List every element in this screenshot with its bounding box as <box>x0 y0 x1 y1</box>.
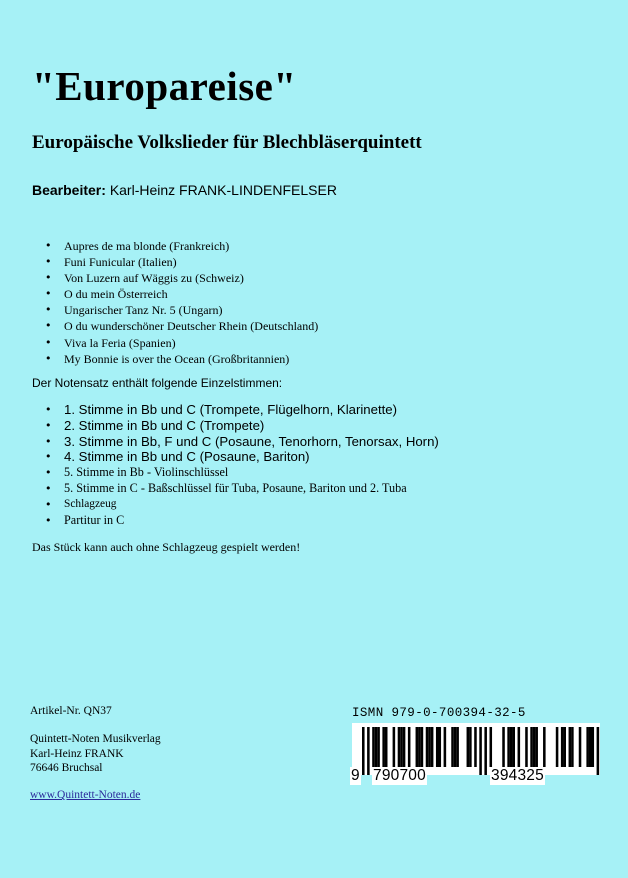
barcode-bar <box>586 727 589 767</box>
barcode-bar <box>533 727 536 767</box>
barcode-bar <box>416 727 419 767</box>
barcode-bar <box>556 727 559 767</box>
barcode-bar <box>561 727 564 767</box>
barcode-bar <box>512 727 515 767</box>
publisher-line: Quintett-Noten Musikverlag <box>30 733 161 745</box>
barcode-digits-left: 790700 <box>373 767 426 784</box>
barcode-bar <box>400 727 403 767</box>
list-item: • Partitur in C <box>32 513 439 529</box>
website-link[interactable]: www.Quintett-Noten.de <box>30 789 141 801</box>
barcode-bar <box>398 727 401 767</box>
arranger-label: Bearbeiter: <box>32 182 106 198</box>
barcode-bar <box>393 727 396 767</box>
barcode-bar <box>592 727 595 767</box>
subtitle: Europäische Volkslieder für Blechbläserquintett <box>32 132 422 153</box>
note-text: Das Stück kann auch ohne Schlagzeug gespielt werden! <box>32 540 301 554</box>
barcode-bar <box>579 727 582 767</box>
list-item: • Funi Funicular (Italien) <box>32 254 318 270</box>
barcode-bar <box>454 727 457 767</box>
barcode-bar <box>469 727 472 767</box>
list-item: • 3. Stimme in Bb, F und C (Posaune, Tenorhorn, Tenorsax, Horn) <box>32 434 439 450</box>
ismn-label: ISMN 979-0-700394-32-5 <box>352 706 526 720</box>
list-item: • Viva la Feria (Spanien) <box>32 335 318 351</box>
list-item: • 1. Stimme in Bb und C (Trompete, Flügelhorn, Klarinette) <box>32 402 439 418</box>
barcode-bar <box>436 727 439 767</box>
barcode-bar <box>431 727 434 767</box>
barcode-digit-first: 9 <box>351 767 360 784</box>
barcode-bar <box>571 727 574 767</box>
barcode-bar <box>418 727 421 767</box>
parts-intro: Der Notensatz enthält folgende Einzelstimmen: <box>32 376 283 390</box>
barcode-bar <box>382 727 385 767</box>
arranger <box>32 182 337 198</box>
barcode-bar <box>543 727 546 767</box>
list-item: • Aupres de ma blonde (Frankreich) <box>32 238 318 254</box>
barcode-bar <box>474 727 477 767</box>
barcode-digits-right: 394325 <box>491 767 544 784</box>
barcode-bar <box>518 727 521 767</box>
list-item: • Schlagzeug <box>32 497 439 513</box>
barcode-bar <box>563 727 566 767</box>
list-item: • O du mein Österreich <box>32 286 318 302</box>
barcode-bar <box>451 727 454 767</box>
barcode-bar <box>525 727 528 767</box>
barcode-bar <box>456 727 459 767</box>
barcode-bar <box>439 727 442 767</box>
barcode-bar <box>426 727 429 767</box>
barcode-bar <box>502 727 505 767</box>
barcode-bar <box>444 727 447 767</box>
publisher-address <box>30 732 161 776</box>
barcode-bar <box>530 727 533 767</box>
page-title: "Europareise" <box>32 63 297 109</box>
barcode-bar <box>569 727 572 767</box>
barcode-bar <box>535 727 538 767</box>
list-item: • Von Luzern auf Wäggis zu (Schweiz) <box>32 270 318 286</box>
barcode-bar <box>428 727 431 767</box>
article-number: Artikel-Nr. QN37 <box>30 705 112 717</box>
list-item: • 4. Stimme in Bb und C (Posaune, Bariton) <box>32 449 439 465</box>
list-item: • Ungarischer Tanz Nr. 5 (Ungarn) <box>32 302 318 318</box>
barcode-bar <box>372 727 375 767</box>
song-list <box>32 238 318 367</box>
barcode-bar <box>421 727 424 767</box>
barcode-bar <box>510 727 513 767</box>
list-item: • O du wunderschöner Deutscher Rhein (Deutschland) <box>32 318 318 334</box>
barcode-bar <box>408 727 411 767</box>
barcode-bar <box>375 727 378 767</box>
publisher-line: Karl-Heinz FRANK <box>30 747 124 760</box>
list-item: • 5. Stimme in C - Baßschlüssel für Tuba, Posaune, Bariton und 2. Tuba <box>32 481 439 497</box>
list-item: • 5. Stimme in Bb - Violinschlüssel <box>32 465 439 481</box>
publisher-line: 76646 Bruchsal <box>30 762 103 774</box>
barcode-bar <box>403 727 406 767</box>
parts-list <box>32 402 439 528</box>
barcode-bar <box>490 727 493 767</box>
arranger-name: Karl-Heinz FRANK-LINDENFELSER <box>109 182 337 198</box>
barcode-digits <box>352 767 600 785</box>
barcode-bar <box>589 727 592 767</box>
barcode-bar <box>385 727 388 767</box>
barcode-bar <box>467 727 470 767</box>
list-item: • 2. Stimme in Bb und C (Trompete) <box>32 418 439 434</box>
barcode-bar <box>377 727 380 767</box>
barcode-bar <box>507 727 510 767</box>
list-item: • My Bonnie is over the Ocean (Großbritannien) <box>32 351 318 367</box>
